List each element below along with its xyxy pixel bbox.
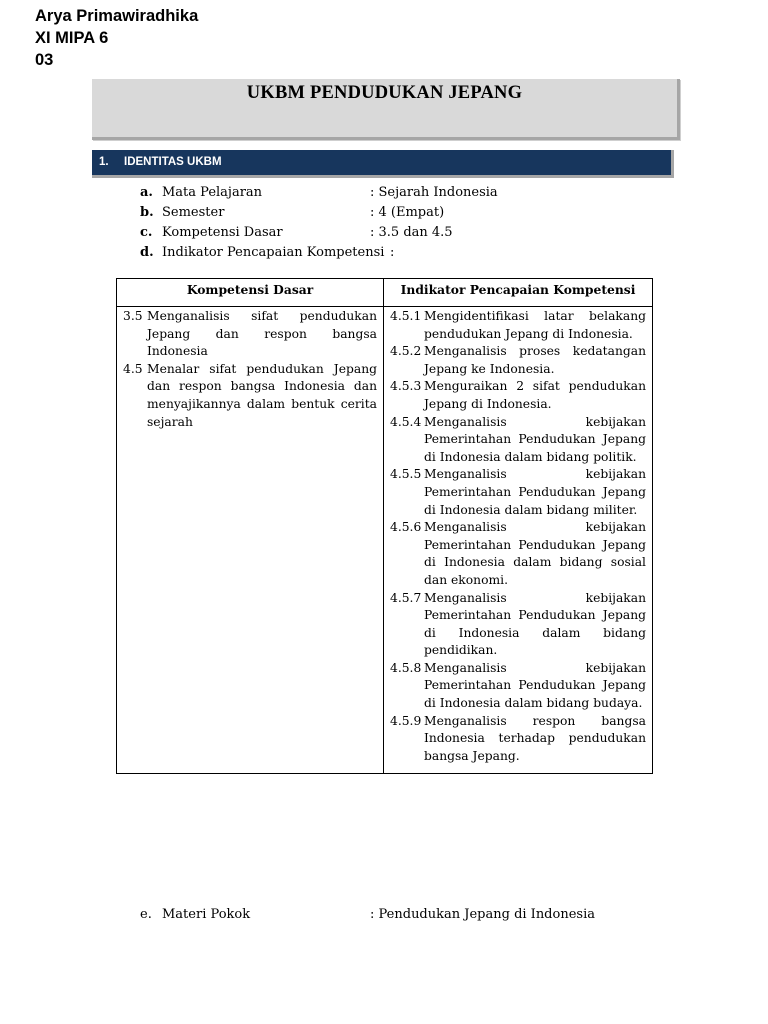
list-item xyxy=(390,590,646,660)
ipk-code: 4.5.6 xyxy=(390,520,422,535)
list-item xyxy=(123,361,377,431)
info-letter: c. xyxy=(140,225,153,240)
info-value: : 3.5 dan 4.5 xyxy=(370,225,453,240)
kd-code: 4.5 xyxy=(123,361,143,376)
kompetensi-dasar-cell xyxy=(117,307,384,774)
kd-text: Menganalisis sifat pendudukan Jepang dan respon bangsa Indonesia xyxy=(147,309,377,359)
student-name: Arya Primawiradhika xyxy=(35,7,199,25)
list-item xyxy=(390,414,646,467)
ipk-code: 4.5.5 xyxy=(390,467,422,482)
info-value: : Sejarah Indonesia xyxy=(370,185,498,200)
info-value: : 4 (Empat) xyxy=(370,205,445,220)
competency-table xyxy=(116,278,653,774)
info-label: Kompetensi Dasar xyxy=(162,225,283,240)
ipk-text: Menganalisis kebijakan Pemerintahan Pendudukan Jepang di Indonesia dalam bidang pendidikan. xyxy=(424,590,646,658)
ipk-text: Menganalisis proses kedatangan Jepang ke Indonesia. xyxy=(424,344,646,376)
kd-code: 3.5 xyxy=(123,309,143,323)
student-identity xyxy=(35,5,198,71)
ipk-code: 4.5.8 xyxy=(390,660,422,675)
column-header-indikator: Indikator Pencapaian Kompetensi xyxy=(384,279,653,307)
info-label: Materi Pokok xyxy=(162,907,251,922)
list-item xyxy=(390,378,646,413)
ipk-text: Menganalisis kebijakan Pemerintahan Pendudukan Jepang di Indonesia dalam bidang militer. xyxy=(424,467,646,517)
info-letter: d. xyxy=(140,245,154,260)
list-item xyxy=(123,308,377,361)
ipk-text: Menganalisis respon bangsa Indonesia terhadap pendudukan bangsa Jepang. xyxy=(424,713,646,763)
ipk-text: Menganalisis kebijakan Pemerintahan Pendudukan Jepang di Indonesia dalam bidang budaya. xyxy=(424,660,646,711)
student-class: XI MIPA 6 xyxy=(35,29,109,47)
list-item xyxy=(390,343,646,378)
info-letter: b. xyxy=(140,205,154,220)
title-box xyxy=(92,79,680,140)
document-title: UKBM PENDUDUKAN JEPANG xyxy=(246,83,523,103)
info-letter: a. xyxy=(140,185,153,200)
ipk-text: Mengidentifikasi latar belakang pendudukan Jepang di Indonesia. xyxy=(424,309,646,341)
list-item xyxy=(390,519,646,589)
info-value: : xyxy=(390,245,395,260)
column-header-kompetensi-dasar: Kompetensi Dasar xyxy=(117,279,384,307)
ipk-code: 4.5.7 xyxy=(390,590,422,605)
info-label: Indikator Pencapaian Kompetensi xyxy=(162,245,385,260)
indikator-cell xyxy=(384,307,653,774)
section-number: 1. xyxy=(99,156,109,168)
list-item xyxy=(390,713,646,766)
ipk-code: 4.5.9 xyxy=(390,713,422,728)
list-item xyxy=(390,660,646,713)
section-title: IDENTITAS UKBM xyxy=(124,156,222,168)
info-value: : Pendudukan Jepang di Indonesia xyxy=(370,907,595,922)
list-item xyxy=(390,308,646,343)
table-row xyxy=(117,307,653,774)
ipk-code: 4.5.2 xyxy=(390,344,422,359)
ipk-code: 4.5.3 xyxy=(390,379,422,394)
kd-text: Menalar sifat pendudukan Jepang dan respon bangsa Indonesia dan menyajikannya dalam bentuk cerita sejarah xyxy=(147,361,377,429)
info-label: Semester xyxy=(162,205,225,220)
list-item xyxy=(390,466,646,519)
ipk-text: Menguraikan 2 sifat pendudukan Jepang di Indonesia. xyxy=(424,379,646,411)
section-header xyxy=(92,150,674,178)
ipk-code: 4.5.1 xyxy=(390,309,422,323)
ipk-text: Menganalisis kebijakan Pemerintahan Pendudukan Jepang di Indonesia dalam bidang sosial dan ekonomi. xyxy=(424,520,646,587)
info-label: Mata Pelajaran xyxy=(162,185,263,200)
ipk-text: Menganalisis kebijakan Pemerintahan Pendudukan Jepang di Indonesia dalam bidang politik. xyxy=(424,414,646,464)
ipk-code: 4.5.4 xyxy=(390,414,422,429)
info-letter: e. xyxy=(140,907,152,922)
student-number: 03 xyxy=(35,51,54,69)
